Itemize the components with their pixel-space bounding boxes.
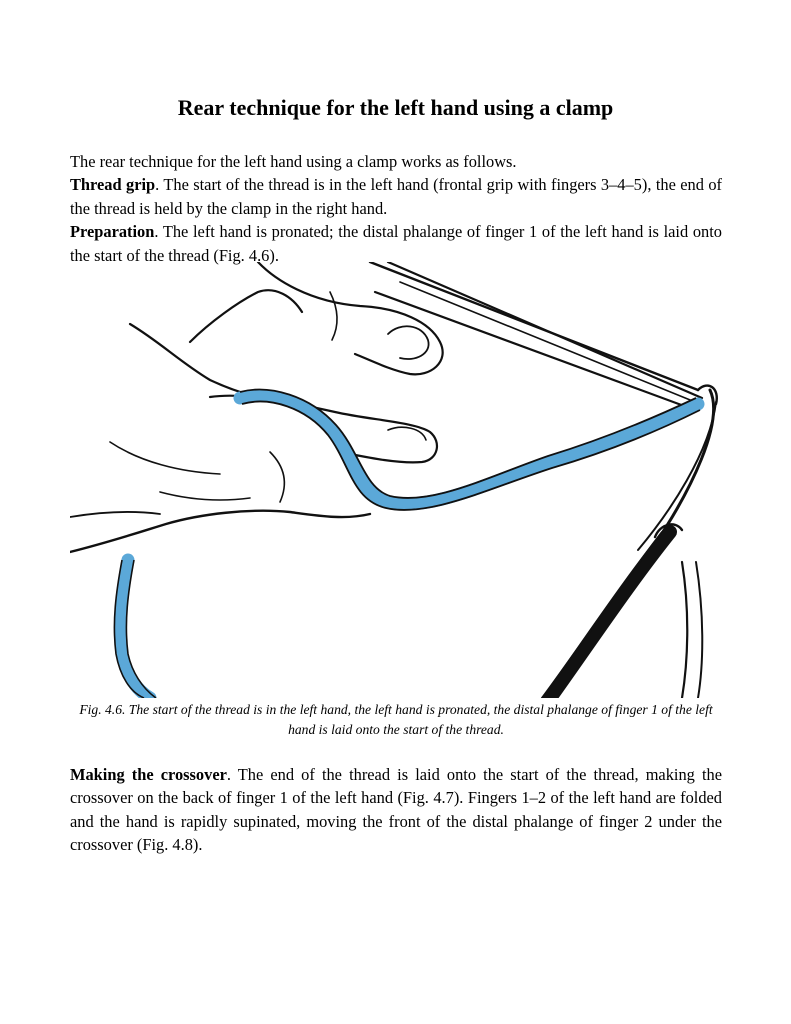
clamp-jaw-edge [400, 282, 700, 404]
index-finger-crease [330, 292, 337, 340]
thread [114, 390, 700, 698]
clamp-bar-right-edge-2 [696, 562, 702, 698]
clamp-bar-right-edge [682, 562, 687, 698]
thread-body [240, 396, 698, 504]
hand-thread-clamp-drawing [70, 262, 721, 698]
palm-crease-1 [110, 442, 220, 474]
palm-crease-2 [160, 492, 250, 500]
clamp-bar-dark [550, 532, 670, 698]
clamp-bar-highlight [542, 532, 662, 698]
crossover-text: . The end of the thread is laid onto the start of the thread, making the crossover on the back of finger 1 of the left hand (Fig. 4.7). Fingers 1–2 of the left hand are folded and the hand is rapidly supinated, moving the front of the distal phalange of finger 2 under the crossover (Fig. 4.8). [70, 765, 722, 855]
figure-4-6-illustration [70, 262, 721, 698]
figure-caption-text: Fig. 4.6. The start of the thread is in the left hand, the left hand is pronated, the distal phalange of finger 1 of the left hand is laid onto the start of the thread. [79, 702, 713, 737]
knuckle-upper [190, 290, 302, 342]
crossover-term: Making the crossover [70, 765, 227, 784]
thread-grip-term: Thread grip [70, 175, 156, 195]
thread-tail [120, 560, 150, 698]
thread-grip-paragraph [70, 173, 722, 220]
crossover-paragraph [70, 763, 722, 857]
drawing-strokes [70, 262, 717, 698]
preparation-term: Preparation [70, 222, 155, 242]
thumb-nail [388, 427, 426, 440]
preparation-paragraph [70, 220, 722, 267]
index-finger-nail [388, 326, 429, 359]
clamp-jaw-lower [375, 292, 695, 410]
preparation-text: . The left hand is pronated; the distal phalange of finger 1 of the left hand is laid onto the start of the thread (Fig. 4.6). [70, 222, 722, 265]
thread-grip-text: . The start of the thread is in the left hand (frontal grip with fingers 3–4–5), the end of the thread is held by the clamp in the right hand. [70, 175, 722, 218]
clamp-jaw-middle [388, 262, 702, 398]
wrist-edge [70, 512, 160, 517]
intro-section [70, 150, 722, 267]
intro-lead: The rear technique for the left hand using a clamp works as follows. [70, 152, 517, 171]
palm-underside [70, 511, 370, 552]
figure-caption [70, 700, 722, 739]
finger-crease [270, 452, 284, 502]
page-title: Rear technique for the left hand using a clamp [177, 95, 614, 120]
crossover-section [70, 763, 722, 857]
